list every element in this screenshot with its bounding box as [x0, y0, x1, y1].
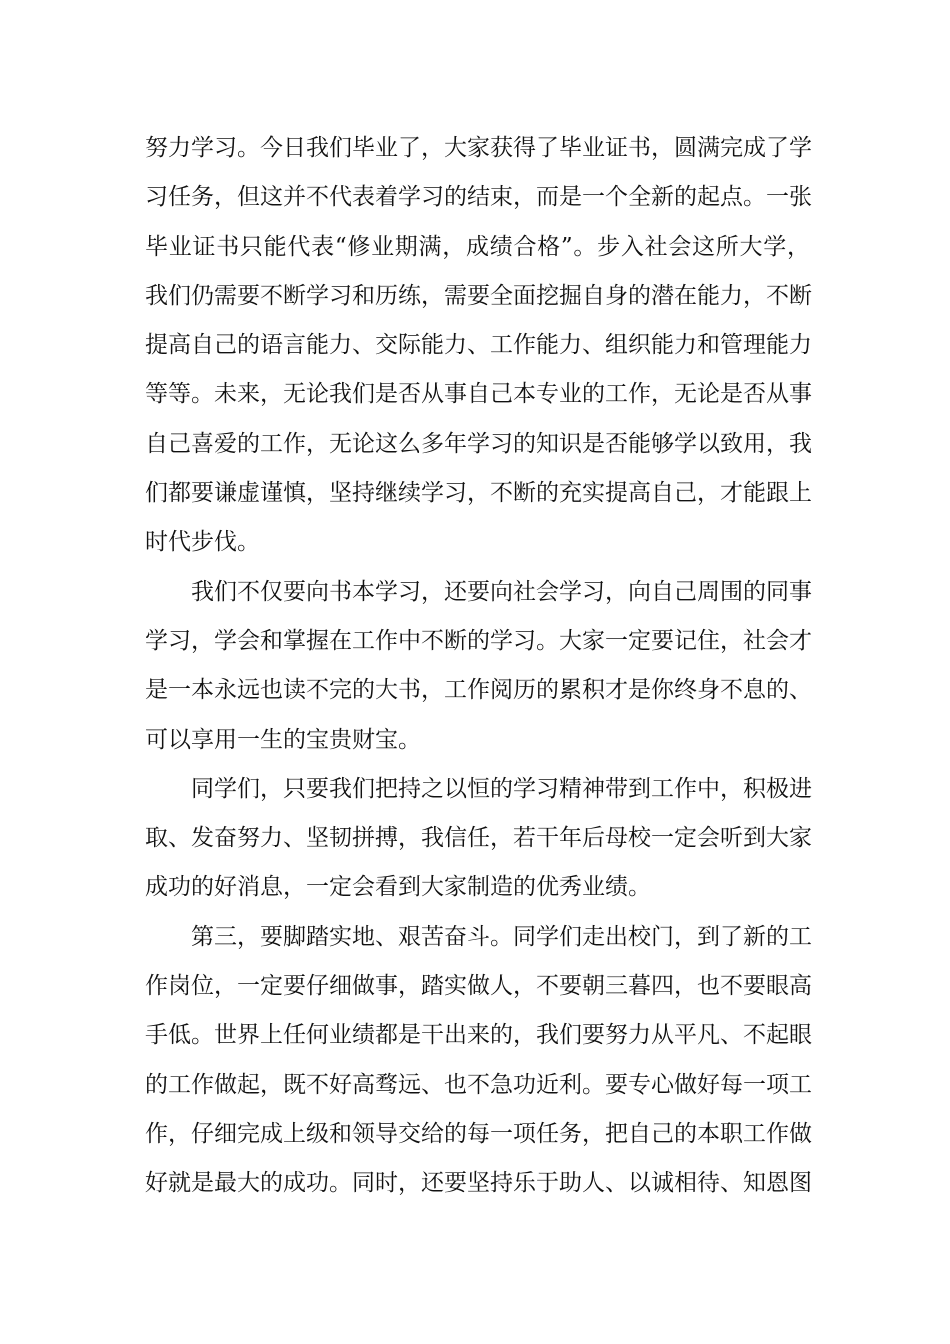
body-text [145, 124, 810, 1209]
text-line: 的工作做起，既不好高骛远、也不急功近利。要专心做好每一项工 [145, 1071, 812, 1098]
paragraph-first-line: 同学们，只要我们把持之以恒的学习精神带到工作中，积极进 [191, 775, 812, 802]
text-line: 等等。未来，无论我们是否从事自己本专业的工作，无论是否从事 [145, 381, 812, 408]
text-line: 自己喜爱的工作，无论这么多年学习的知识是否能够学以致用，我 [145, 430, 812, 457]
text-line: 习任务，但这并不代表着学习的结束，而是一个全新的起点。一张 [145, 184, 812, 211]
text-line: 作岗位，一定要仔细做事，踏实做人，不要朝三暮四，也不要眼高 [145, 973, 812, 1000]
paragraph-last-line: 时代步伐。 [145, 529, 260, 556]
paragraph-first-line: 我们不仅要向书本学习，还要向社会学习，向自己周围的同事 [191, 578, 812, 605]
text-line: 作，仔细完成上级和领导交给的每一项任务，把自己的本职工作做 [145, 1120, 812, 1147]
text-line: 手低。世界上任何业绩都是干出来的，我们要努力从平凡、不起眼 [145, 1022, 812, 1049]
text-line: 取、发奋努力、坚韧拼搏，我信任，若干年后母校一定会听到大家 [145, 825, 812, 852]
text-line: 努力学习。今日我们毕业了，大家获得了毕业证书，圆满完成了学 [145, 135, 812, 161]
text-line: 们都要谦虚谨慎，坚持继续学习，不断的充实提高自己，才能跟上 [145, 480, 812, 507]
text-line: 是一本永远也读不完的大书，工作阅历的累积才是你终身不息的、 [145, 677, 812, 704]
paragraph-last-line: 可以享用一生的宝贵财宝。 [145, 726, 421, 753]
text-line: 毕业证书只能代表“修业期满，成绩合格”。步入社会这所大学， [145, 233, 810, 260]
paragraph-last-line: 成功的好消息，一定会看到大家制造的优秀业绩。 [145, 874, 651, 901]
text-line: 提高自己的语言能力、交际能力、工作能力、组织能力和管理能力 [145, 332, 812, 359]
text-line: 我们仍需要不断学习和历练，需要全面挖掘自身的潜在能力，不断 [145, 282, 812, 309]
paragraph-first-line: 第三，要脚踏实地、艰苦奋斗。同学们走出校门，到了新的工 [191, 923, 812, 950]
text-line: 好就是最大的成功。同时，还要坚持乐于助人、以诚相待、知恩图 [145, 1170, 812, 1197]
text-line: 学习，学会和掌握在工作中不断的学习。大家一定要记住，社会才 [145, 627, 812, 654]
